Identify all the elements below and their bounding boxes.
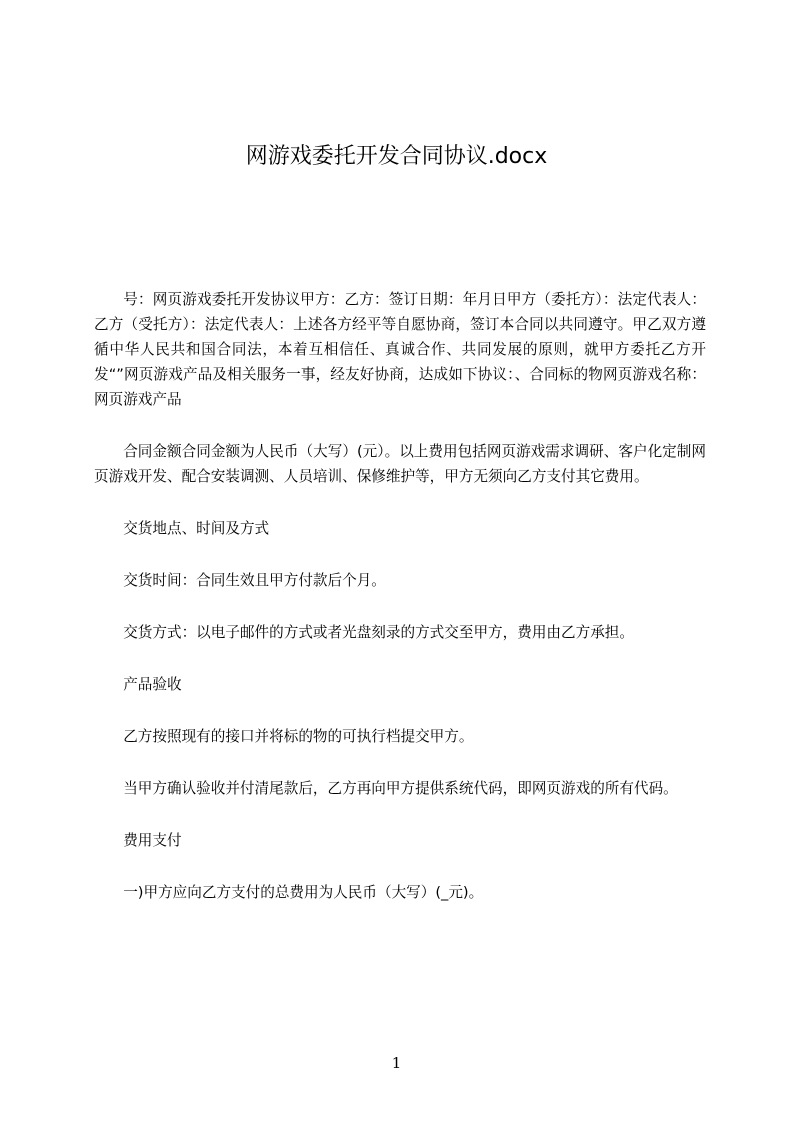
document-body: [94, 287, 706, 932]
paragraph-delivery-time: 交货时间：合同生效且甲方付款后个月。: [123, 572, 386, 589]
page-number: 1: [391, 1054, 402, 1072]
paragraph-contract-amount: 合同金额合同金额为人民币（大写）(元）。以上费用包括网页游戏需求调研、客户化定制网页游戏开发、配合安装调测、人员培训、保修维护等，甲方无须向乙方支付其它费用。: [94, 443, 706, 485]
paragraph-delivery-heading: 交货地点、时间及方式: [123, 520, 270, 537]
paragraph-agreement-intro: 号：网页游戏委托开发协议甲方：乙方：签订日期：年月日甲方（委托方）：法定代表人：乙方（受托方）：法定代表人：上述各方经平等自愿协商，签订本合同以共同遵守。甲乙双方遵循中华人民共和国合同法，本着互相信任、真诚合作、共同发展的原则，就甲方委托乙方开发“”网页游戏产品及相关服务一事，经友好协商，达成如下协议：、合同标的物网页游戏名称：网页游戏产品: [94, 291, 706, 408]
paragraph-total-fee: 一)甲方应向乙方支付的总费用为人民币（大写）(_元)。: [123, 884, 484, 901]
paragraph-payment-heading: 费用支付: [123, 832, 182, 849]
paragraph-source-code: 当甲方确认验收并付清尾款后，乙方再向甲方提供系统代码，即网页游戏的所有代码。: [123, 780, 678, 797]
paragraph-acceptance-submit: 乙方按照现有的接口并将标的物的可执行档提交甲方。: [123, 728, 474, 745]
paragraph-delivery-method: 交货方式：以电子邮件的方式或者光盘刻录的方式交至甲方，费用由乙方承担。: [123, 624, 634, 641]
paragraph-acceptance-heading: 产品验收: [123, 676, 182, 693]
page-title: 网游戏委托开发合同协议.docx: [245, 144, 548, 169]
